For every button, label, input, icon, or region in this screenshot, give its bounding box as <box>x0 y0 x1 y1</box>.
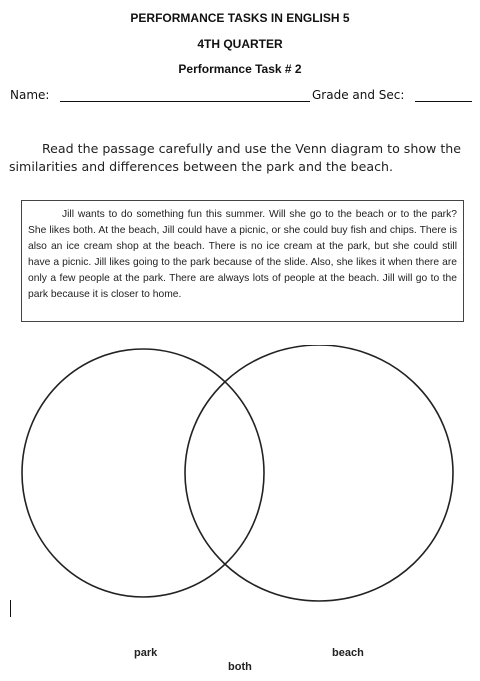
quarter-heading: 4TH QUARTER <box>197 37 283 51</box>
worksheet-title: PERFORMANCE TASKS IN ENGLISH 5 <box>130 11 350 25</box>
venn-circle-beach <box>185 345 453 601</box>
venn-diagram <box>0 345 480 615</box>
instructions: Read the passage carefully and use the Venn diagram to show the similarities and differences between the park and the beach. <box>9 141 462 174</box>
task-heading: Performance Task # 2 <box>178 62 302 76</box>
grade-section-field[interactable] <box>415 101 472 102</box>
venn-label-park: park <box>134 647 158 659</box>
venn-label-both: both <box>228 661 252 673</box>
name-field[interactable] <box>60 101 310 102</box>
passage-box: Jill wants to do something fun this summer. Will she go to the beach or to the park? She likes both. At the beach, Jill could have a picnic, or she could buy fish and chips. There is also an ice cream shop at the beach. There is no ice cream at the park, but she could still have a picnic. Jill likes going to the park because of the slide. Also, she likes it when there are only a few people at the park. There are always lots of people at the beach. Jill will go to the park because it is closer to home. <box>21 200 464 322</box>
venn-circle-park <box>22 349 264 597</box>
venn-label-beach: beach <box>332 647 364 659</box>
name-label: Name: <box>10 88 50 102</box>
text-cursor <box>10 600 11 617</box>
name-grade-row <box>10 88 472 104</box>
grade-section-label: Grade and Sec: <box>312 88 405 102</box>
